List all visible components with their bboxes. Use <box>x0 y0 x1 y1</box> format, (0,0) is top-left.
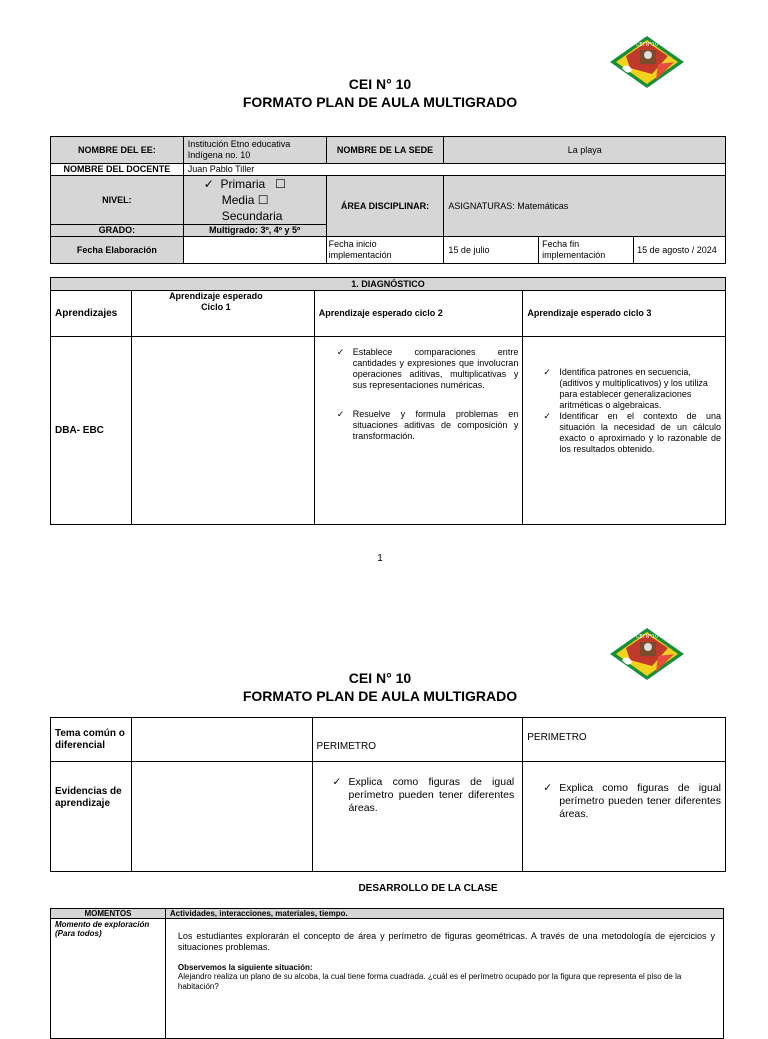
tema-table <box>50 717 726 872</box>
fecha-fin-cell <box>539 237 726 264</box>
docente-value: Juan Pablo Tiller <box>183 164 725 176</box>
momento-exploracion-content <box>165 919 723 1039</box>
info-table <box>50 136 726 264</box>
fecha-elaboracion-label: Fecha Elaboración <box>51 237 184 264</box>
nivel-secundaria: Secundaria <box>221 209 283 223</box>
nivel-label: NIVEL: <box>51 176 184 225</box>
sede-label: NOMBRE DE LA SEDE <box>326 137 444 164</box>
nivel-options <box>183 176 326 225</box>
momentos-header: MOMENTOS <box>51 909 166 919</box>
ciclo3-item: ✓ Identificar en el contexto de una situación la necesidad de un cálculo exacto o aproximado y lo razonable de los resultados obtenido. <box>537 411 721 455</box>
docente-label: NOMBRE DEL DOCENTE <box>51 164 184 176</box>
evidencias-ciclo3 <box>523 762 726 872</box>
situacion-text: Alejandro realiza un plano de su alcoba, la cual tiene forma cuadrada. ¿cuál es el perímetro ocupado por la figura que representa el piso de la habitación? <box>177 972 682 991</box>
grado-label: GRADO: <box>51 225 184 237</box>
svg-text:CEI N°10: CEI N°10 <box>635 634 659 640</box>
ciclo1-content <box>131 337 314 525</box>
desarrollo-title: DESARROLLO DE LA CLASE <box>358 883 498 894</box>
fecha-fin-label: Fecha fin implementación <box>539 237 634 263</box>
page-subtitle: FORMATO PLAN DE AULA MULTIGRADO <box>242 94 518 110</box>
fecha-inicio-label: Fecha inicio implementación <box>326 237 444 264</box>
area-label: ÁREA DISCIPLINAR: <box>326 176 444 237</box>
dba-label: DBA- EBC <box>51 337 132 525</box>
checkbox-icon: ☐ <box>257 193 269 207</box>
momento-exploracion-text: Los estudiantes explorarán el concepto de área y perímetro de figuras geométricas. A través de una metodología de ejercicios y situaciones problemas. <box>177 931 715 952</box>
fecha-inicio-value: 15 de julio <box>444 237 539 264</box>
fecha-fin-value: 15 de agosto / 2024 <box>637 244 717 255</box>
ciclo2-item: ✓ Resuelve y formula problemas en situaciones aditivas de composición y transformación. <box>331 409 519 442</box>
ee-label: NOMBRE DEL EE: <box>51 137 184 164</box>
ciclo3-header: Aprendizaje esperado ciclo 3 <box>523 291 726 337</box>
evidencias-ciclo1 <box>131 762 312 872</box>
aprendizajes-label: Aprendizajes <box>51 291 132 337</box>
tema-ciclo2: PERIMETRO <box>312 718 523 762</box>
check-icon: ✓ <box>203 177 214 191</box>
tema-ciclo3: PERIMETRO <box>523 718 726 762</box>
evidencia-item: ✓ Explica como figuras de igual perímetro pueden tener diferentes áreas. <box>327 776 515 815</box>
momento-exploracion-label: Momento de exploración (Para todos) <box>51 919 166 1039</box>
ciclo3-content <box>523 337 726 525</box>
ciclo2-header: Aprendizaje esperado ciclo 2 <box>314 291 523 337</box>
nivel-primaria: ✓ Primaria ☐ <box>203 177 286 191</box>
tema-ciclo1 <box>131 718 312 762</box>
ee-value: Institución Etno educativa Indígena no. 10 <box>183 137 326 164</box>
ciclo1-header: Aprendizaje esperado Ciclo 1 <box>131 291 314 337</box>
svg-text:CEI N°10: CEI N°10 <box>635 42 659 48</box>
diagnostico-table <box>50 277 726 525</box>
evidencia-item: ✓ Explica como figuras de igual perímetro pueden tener diferentes áreas. <box>537 782 721 821</box>
page-number: 1 <box>377 553 383 564</box>
fecha-elaboracion-value <box>183 237 326 264</box>
nivel-media: Media ☐ <box>221 193 269 207</box>
desarrollo-table <box>50 908 724 1039</box>
sede-value: La playa <box>444 137 726 164</box>
page-subtitle: FORMATO PLAN DE AULA MULTIGRADO <box>242 688 518 704</box>
area-value: ASIGNATURAS: Matemáticas <box>444 176 726 237</box>
ciclo2-item: ✓ Establece comparaciones entre cantidades y expresiones que involucran operaciones aditivas, multiplicativas y sus representaciones numéricas. <box>331 347 519 391</box>
diagnostico-title: 1. DIAGNÓSTICO <box>51 278 726 291</box>
checkbox-icon: ☐ <box>275 177 286 191</box>
actividades-header: Actividades, interacciones, materiales, tiempo. <box>165 909 723 919</box>
evidencias-ciclo2 <box>312 762 523 872</box>
ciclo3-item: ✓ Identifica patrones en secuencia, (aditivos y multiplicativos) y los utiliza para establecer generalizaciones aritméticas o algebraicas. <box>537 367 721 411</box>
page-title: CEI N° 10 <box>348 76 412 92</box>
situacion-title: Observemos la siguiente situación: <box>177 963 313 972</box>
page-title: CEI N° 10 <box>348 670 412 686</box>
grado-value: Multigrado: 3º, 4º y 5º <box>183 225 326 237</box>
tema-label: Tema común o diferencial <box>51 718 132 762</box>
evidencias-label: Evidencias de aprendizaje <box>51 762 132 872</box>
ciclo2-content <box>314 337 523 525</box>
